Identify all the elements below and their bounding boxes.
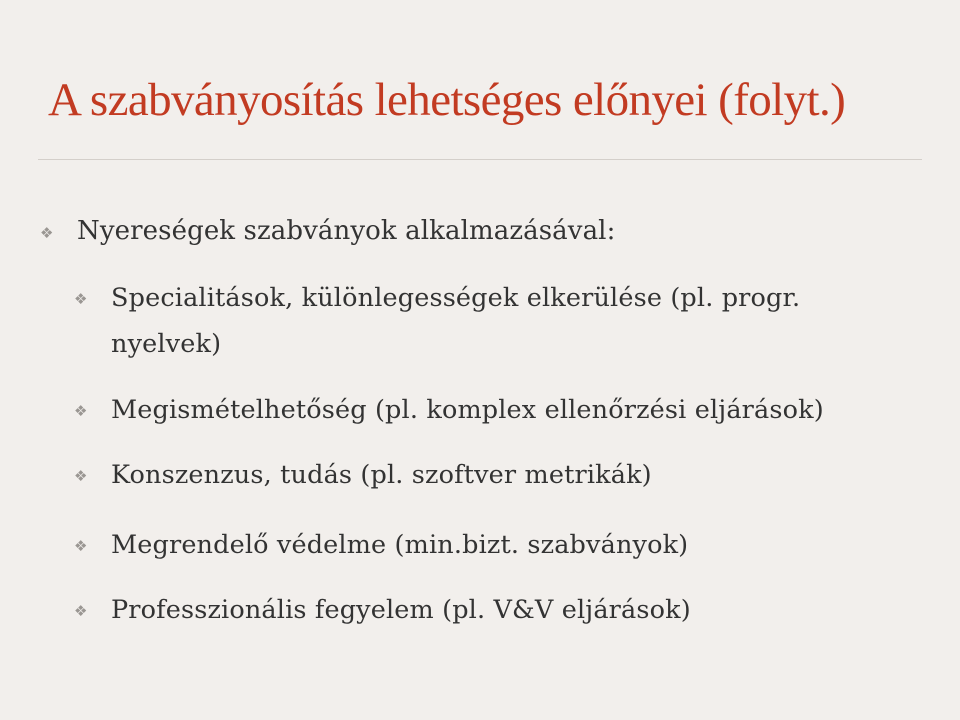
list-item-text: Professzionális fegyelem (pl. V&V eljárások) bbox=[111, 595, 691, 625]
list-item-text: Nyereségek szabványok alkalmazásával: bbox=[77, 216, 616, 246]
list-item-text: Konszenzus, tudás (pl. szoftver metrikák) bbox=[111, 460, 652, 490]
list-item-text-continuation: nyelvek) bbox=[111, 329, 222, 359]
list-item-text: Megismételhetőség (pl. komplex ellenőrzési eljárások) bbox=[111, 395, 824, 425]
bullet-icon: ❖ bbox=[74, 602, 88, 620]
bullet-icon: ❖ bbox=[74, 402, 88, 420]
slide-title: A szabványosítás lehetséges előnyei (folyt.) bbox=[48, 74, 846, 126]
list-item-text: Specialitások, különlegességek elkerülése (pl. progr. bbox=[111, 283, 801, 313]
bullet-icon: ❖ bbox=[40, 224, 54, 242]
bullet-icon: ❖ bbox=[74, 467, 88, 485]
bullet-icon: ❖ bbox=[74, 290, 88, 308]
bullet-icon: ❖ bbox=[74, 537, 88, 555]
list-item-text: Megrendelő védelme (min.bizt. szabványok) bbox=[111, 530, 689, 560]
title-divider bbox=[38, 159, 922, 160]
